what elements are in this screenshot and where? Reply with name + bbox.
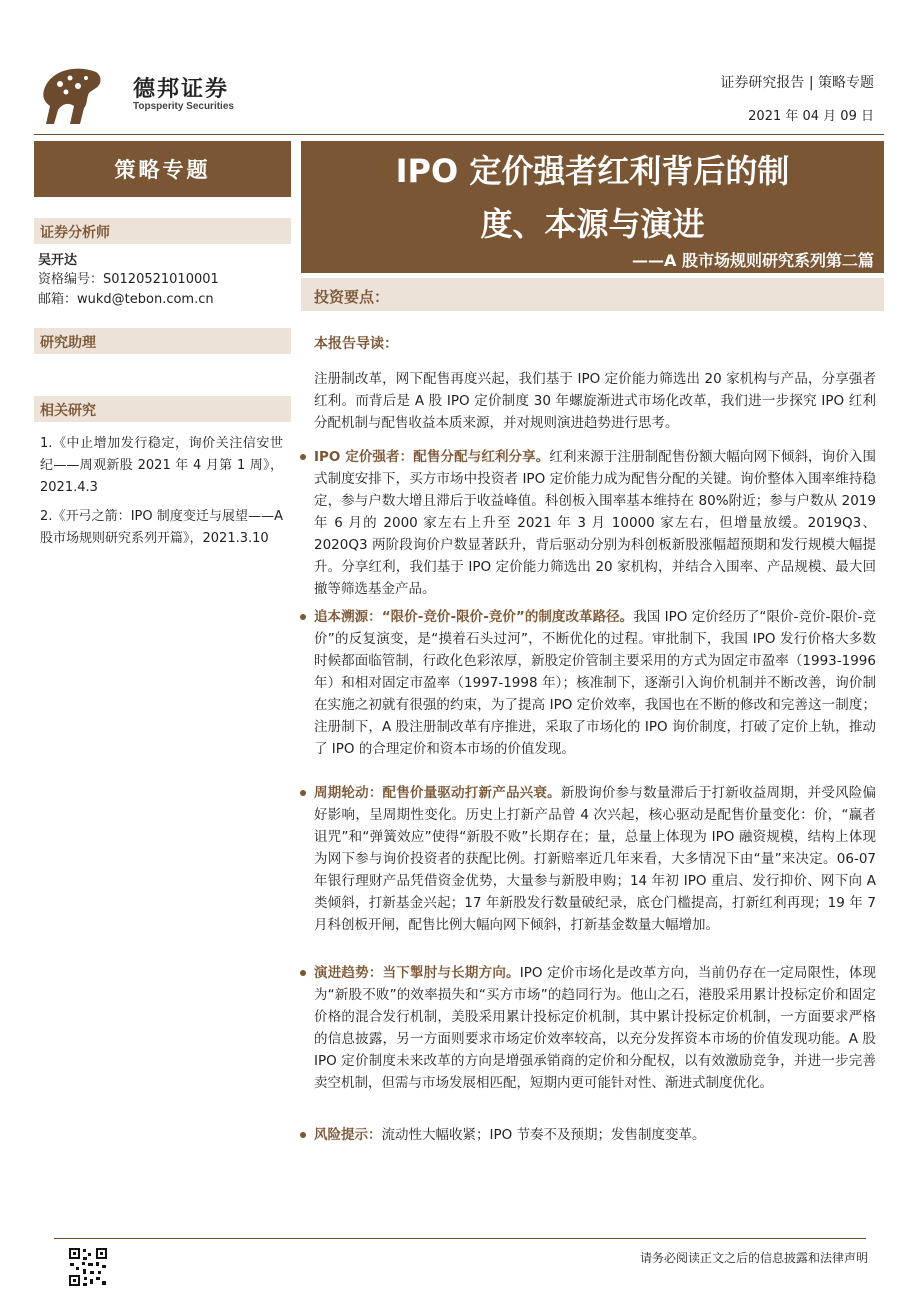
analyst-email: 邮箱：wukd@tebon.com.cn (38, 292, 214, 307)
bullet-item (314, 1124, 876, 1146)
bullet-heading: 演进趋势：当下掣肘与长期方向。 (314, 965, 520, 981)
footer-disclaimer: 请务必阅读正文之后的信息披露和法律声明 (639, 1251, 868, 1265)
report-type: 证券研究报告 | 策略专题 (720, 75, 874, 91)
report-title-line2: 度、本源与演进 (480, 205, 705, 243)
bullet-heading: 周期轮动：配售价量驱动打新产品兴衰。 (314, 785, 561, 801)
bullet-body: 我国 IPO 定价经历了“限价-竞价-限价-竞价”的反复演变，是“摸着石头过河”，不断优化的过程。审批制下，我国 IPO 发行价格大多数时候都面临管制，行政化色彩浓厚，新股定价管制主要采用的方式为固定市盈率（1993-1996 年）和相对固定市盈率（1997-1998 年）；核准制下，逐渐引入询价机制并不断改善，询价制在实施之初就有很强的约束，为了提高 IPO 定价效率，我国也在不断的修改和完善这一制度；注册制下，A 股注册制改革有序推进，采取了市场化的 IPO 询价制度，打破了定价上轨，推动了 IPO 的合理定价和资本市场的价值发现。 (314, 609, 876, 757)
bullet-dot-icon (300, 614, 306, 620)
sidebar-header: 策略专题 (114, 158, 211, 182)
brand-name-cn: 德邦证券 (133, 77, 230, 102)
brand-logo (40, 62, 104, 126)
analyst-label: 证券分析师 (40, 225, 110, 241)
report-date: 2021 年 04 月 09 日 (748, 109, 874, 124)
bullet-item (314, 962, 876, 1094)
related-item[interactable]: 2.《开弓之箭：IPO 制度变迁与展望——A 股市场规则研究系列开篇》，2021.3.10 (40, 509, 283, 546)
intro-text: 注册制改革，网下配售再度兴起，我们基于 IPO 定价能力筛选出 20 家机构与产品，分享强者红利。而背后是 A 股 IPO 定价制度 30 年螺旋渐进式市场化改革，我们进一步探究 IPO 红利分配机制与配售收益本质来源，并对规则演进趋势进行思考。 (314, 371, 876, 431)
bullet-dot-icon (300, 454, 306, 460)
bullet-body: 流动性大幅收紧；IPO 节奏不及预期；发售制度变革。 (381, 1127, 706, 1143)
analyst-cert: 资格编号：S0120521010001 (38, 272, 219, 287)
key-points-label: 投资要点： (314, 288, 390, 306)
bullet-dot-icon (300, 970, 306, 976)
qr-code-icon (68, 1247, 108, 1287)
bullet-heading: 风险提示： (314, 1127, 382, 1143)
bullet-body: 红利来源于注册制配售份额大幅向网下倾斜，询价入围式制度安排下，买方市场中投资者 IPO 定价能力成为配售分配的关键。询价整体入围率维持稳定，参与户数大增且滞后于收益峰值。科创板入围率基本维持在 80%附近；参与户数从 2019 年 6 月的 2000 家左右上升至 2021 年 3 月 10000 家左右，但增量放缓。2019Q3、2020Q3 两阶段询价户数显著跃升，背后驱动分别为科创板新股涨幅超预期和发行规模大幅提升。分享红利，我们基于 IPO 定价能力筛选出 20 家机构，并结合入围率、产品规模、最大回撤等筛选基金产品。 (314, 449, 877, 597)
brand-name-en: Topsperity Securities (133, 101, 234, 112)
bullet-body: 新股询价参与数量滞后于打新收益周期，并受风险偏好影响，呈周期性变化。历史上打新产品曾 4 次兴起，核心驱动是配售价量变化：价，“赢者诅咒”和“弹簧效应”使得“新股不败”长期存在；量，总量上体现为 IPO 融资规模，结构上体现为网下参与询价投资者的获配比例。打新赔率近几年来看，大多情况下由“量”来决定。06-07 年银行理财产品凭借资金优势，大量参与新股申购；14 年初 IPO 重启、发行抑价、网下向 A 类倾斜，打新基金兴起；17 年新股发行数量破纪录，底仓门槛提高，打新红利再现；19 年 7 月科创板开闸，配售比例大幅向网下倾斜，打新基金数量大幅增加。 (314, 785, 877, 933)
assistant-label: 研究助理 (40, 335, 96, 351)
related-label: 相关研究 (40, 403, 96, 419)
report-subtitle: ——A 股市场规则研究系列第二篇 (632, 251, 874, 270)
intro-label: 本报告导读： (314, 336, 398, 352)
bullet-body: IPO 定价市场化是改革方向，当前仍存在一定局限性，体现为“新股不败”的效率损失和“买方市场”的趋同行为。他山之石，港股采用累计投标定价和固定价格的混合发行机制，美股采用累计投标定价机制，其中累计投标定价机制，一方面要求严格的信息披露，另一方面则要求市场定价效率较高，以充分发挥资本市场的价值发现功能。A 股 IPO 定价制度未来改革的方向是增强承销商的定价和分配权，以有效激励竞争，并进一步完善卖空机制，但需与市场发展相匹配，短期内更可能针对性、渐进式制度优化。 (314, 965, 877, 1091)
bullet-item (314, 782, 876, 936)
bullet-item (314, 446, 876, 600)
bullet-heading: IPO 定价强者：配售分配与红利分享。 (314, 449, 550, 465)
bullet-dot-icon (300, 790, 306, 796)
bullet-heading: 追本溯源：“限价-竞价-限价-竞价”的制度改革路径。 (314, 609, 634, 625)
report-title-line1: IPO 定价强者红利背后的制 (395, 152, 790, 190)
related-item[interactable]: 1.《中止增加发行稳定，询价关注信安世纪——周观新股 2021 年 4 月第 1 周》，2021.4.3 (40, 436, 283, 495)
analyst-name: 吴开达 (38, 253, 78, 268)
footer-divider (54, 1238, 866, 1239)
header-divider (34, 134, 884, 135)
bullet-dot-icon (300, 1132, 306, 1138)
bullet-item (314, 606, 876, 760)
